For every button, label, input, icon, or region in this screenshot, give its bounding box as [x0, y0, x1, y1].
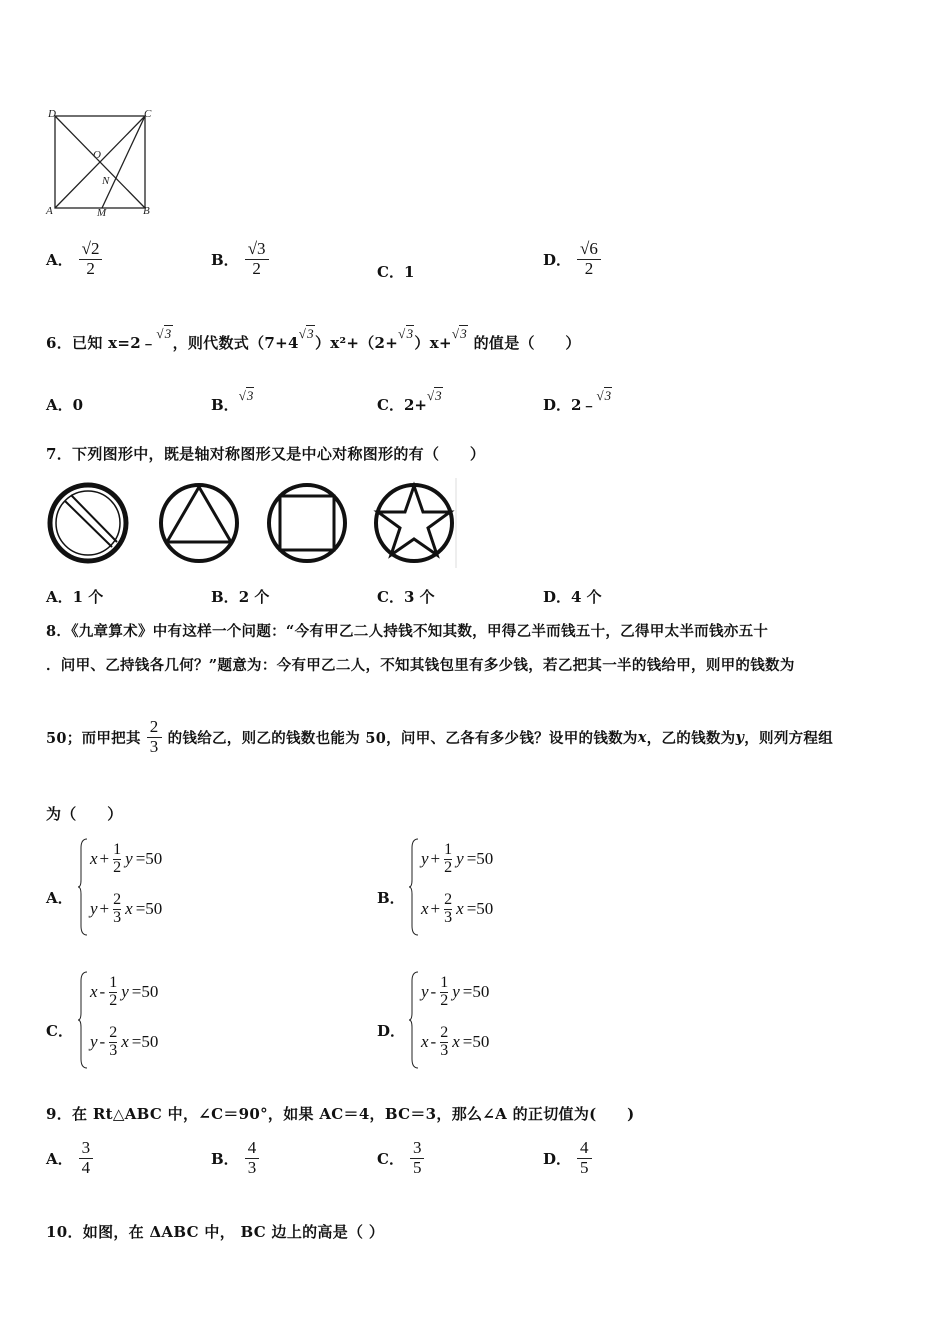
q8-option-b-system[interactable]: y + 1 2 y =50 x + 2 3 x =50 [409, 838, 529, 936]
q7-option-c[interactable]: C．3 个 [377, 588, 435, 606]
q9-option-d[interactable]: D． $\frac{4}{5}$ [543, 1139, 592, 1177]
label-c: C [144, 108, 152, 120]
q8-option-d-letter[interactable]: D． [377, 1022, 406, 1040]
q8-line-3: 50；而甲把其 $\frac{2}{3}$ 的钱给乙，则乙的钱数也能为 50，问甲、乙各有多少钱？设甲的钱数为 x ，乙的钱数为 y ，则列方程组 [46, 717, 834, 756]
brace-icon [78, 971, 88, 1069]
label-d: D [48, 108, 56, 120]
q7-option-d[interactable]: D．4 个 [543, 588, 602, 606]
circle-band-shape [50, 485, 126, 561]
q8-option-c-letter[interactable]: C． [46, 1022, 73, 1040]
q5-option-a[interactable]: A． $\frac{√2}{2}$ [46, 240, 102, 278]
label-n: N [102, 175, 110, 187]
label-a: A [46, 205, 53, 217]
q5-option-b[interactable]: B． $\frac{√3}{2}$ [211, 240, 269, 278]
q9-stem: 9．在 Rt△ABC 中，∠C＝90°，如果 AC＝4，BC＝3，那么∠A 的正切值为( ) [46, 1105, 635, 1123]
circle-square-shape [269, 485, 345, 561]
label-m: M [97, 207, 107, 218]
q10-stem: 10．如图，在 ΔABC 中， BC 边上的高是（ ） [46, 1223, 385, 1241]
q8-option-d-system[interactable]: y - 1 2 y =50 x - 2 3 x =50 [409, 971, 529, 1069]
q8-line-2: ．问甲、乙持钱各几何？”题意为：今有甲乙二人，不知其钱包里有多少钱，若乙把其一半的钱给甲，则甲的钱数为 [46, 657, 795, 674]
circle-triangle-shape [161, 485, 237, 561]
q6-option-c[interactable]: C．2+√3 [377, 388, 442, 414]
q8-option-b-letter[interactable]: B． [377, 889, 405, 907]
label-b: B [143, 205, 150, 217]
q6-option-a[interactable]: A．0 [46, 396, 84, 414]
q5-option-c[interactable]: C．1 [377, 263, 415, 281]
q6-stem: 6．已知 x=2﹣√3，则代数式（7+4√3）x²+（2+√3）x+√3 的值是（ ） [46, 326, 581, 352]
square-diagonal-figure [44, 106, 164, 218]
q9-option-b[interactable]: B． $\frac{4}{3}$ [211, 1139, 259, 1177]
label-o: O [93, 149, 101, 161]
q8-option-a-letter[interactable]: A． [46, 889, 73, 907]
q6-option-b[interactable]: B．√3 [211, 388, 254, 414]
circle-star-shape [376, 485, 452, 561]
q6-option-d[interactable]: D．2﹣√3 [543, 388, 612, 414]
q8-option-a-system[interactable]: x + 1 2 y =50 y + 2 3 x =50 [78, 838, 198, 936]
q7-option-b[interactable]: B．2 个 [211, 588, 270, 606]
q7-option-a[interactable]: A．1 个 [46, 588, 104, 606]
q8-line-4: 为（ ） [46, 805, 123, 823]
brace-icon [409, 838, 419, 936]
brace-icon [409, 971, 419, 1069]
q8-option-c-system[interactable]: x - 1 2 y =50 y - 2 3 x =50 [78, 971, 198, 1069]
q9-option-c[interactable]: C． $\frac{3}{5}$ [377, 1139, 424, 1177]
q7-shapes-figure [44, 478, 458, 568]
q9-option-a[interactable]: A． $\frac{3}{4}$ [46, 1139, 93, 1177]
q7-stem: 7．下列图形中，既是轴对称图形又是中心对称图形的有（ ） [46, 445, 486, 463]
brace-icon [78, 838, 88, 936]
q8-line-1: 8．《九章算术》中有这样一个问题：“今有甲乙二人持钱不知其数，甲得乙半而钱五十，乙得甲太半而钱亦五十 [46, 623, 769, 640]
q5-option-d[interactable]: D． $\frac{√6}{2}$ [543, 240, 601, 278]
